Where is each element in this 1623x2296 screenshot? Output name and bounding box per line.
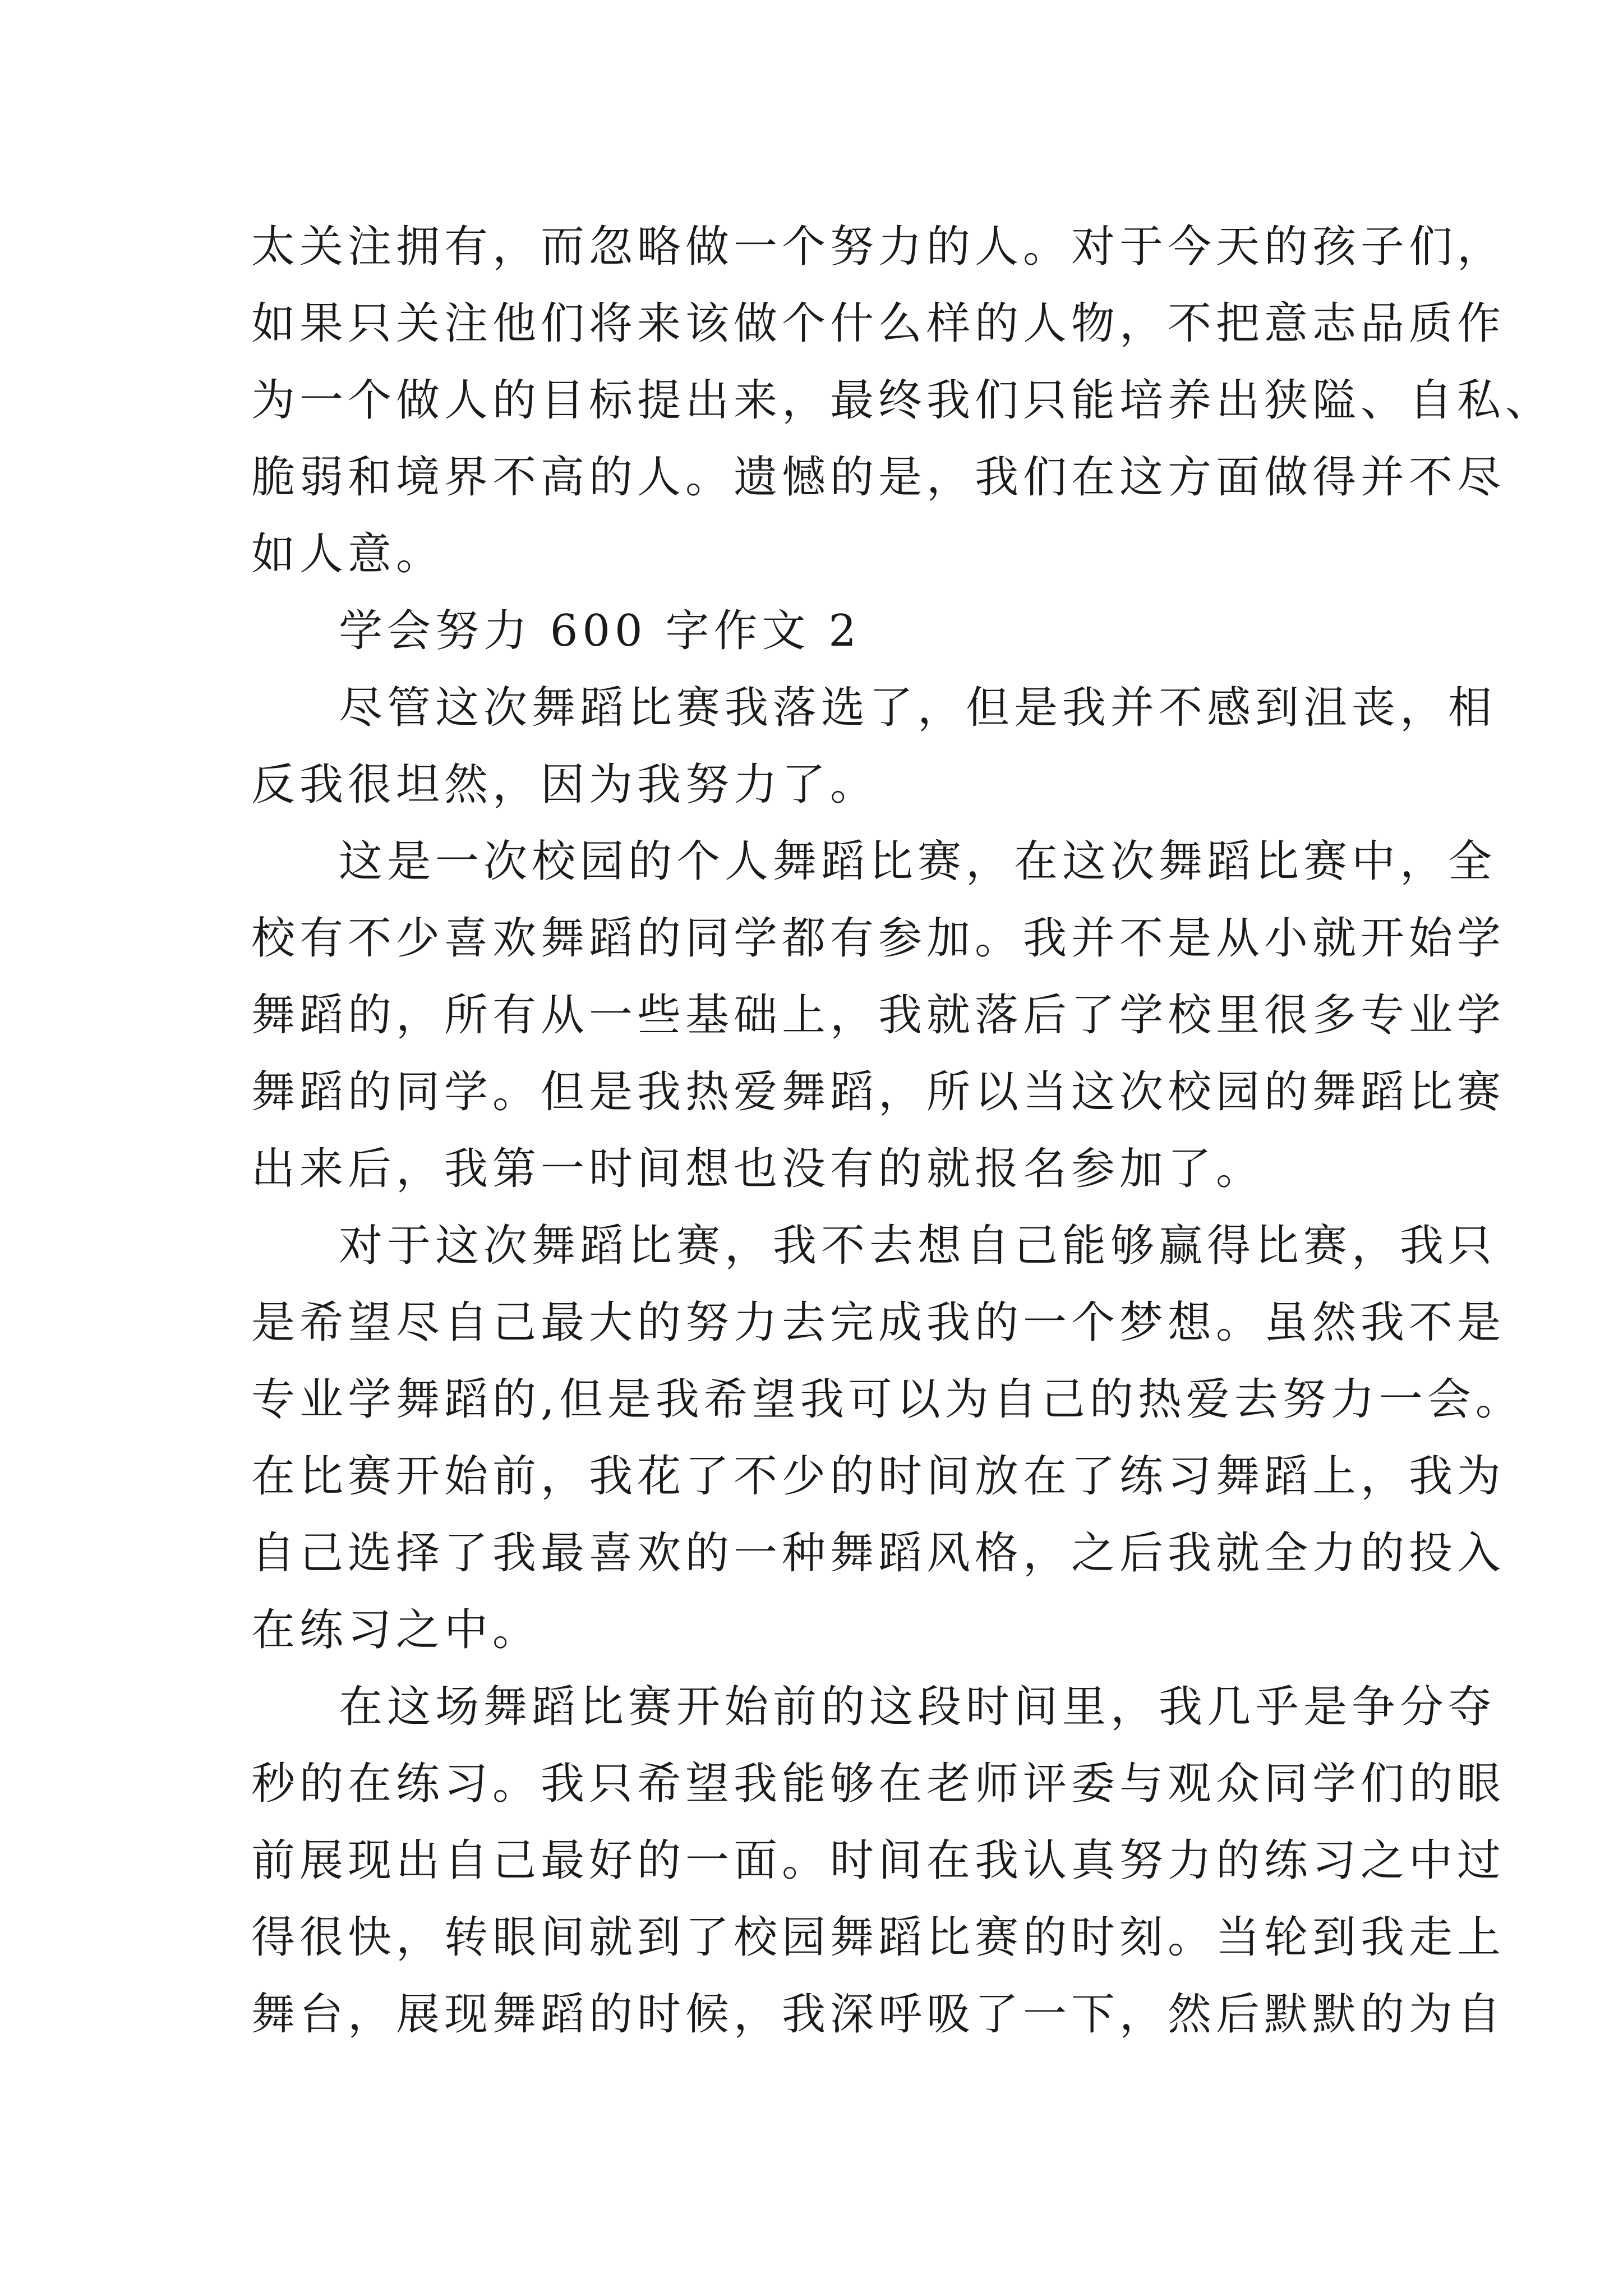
text-line: 自己选择了我最喜欢的一种舞蹈风格，之后我就全力的投入 [251,1528,1506,1579]
text-line: 对于这次舞蹈比赛，我不去想自己能够赢得比赛，我只 [339,1221,1497,1271]
text-line: 尽管这次舞蹈比赛我落选了，但是我并不感到沮丧，相 [339,683,1497,733]
text-line: 舞台，展现舞蹈的时候，我深呼吸了一下，然后默默的为自 [251,1989,1506,2040]
text-line: 在比赛开始前，我花了不少的时间放在了练习舞蹈上，我为 [251,1451,1506,1502]
text-line: 校有不少喜欢舞蹈的同学都有参加。我并不是从小就开始学 [251,913,1506,964]
text-line: 太关注拥有，而忽略做一个努力的人。对于今天的孩子们， [251,222,1506,272]
text-line: 在练习之中。 [251,1605,541,1655]
text-line: 在这场舞蹈比赛开始前的这段时间里，我几乎是争分夺 [339,1682,1497,1732]
text-line: 前展现出自己最好的一面。时间在我认真努力的练习之中过 [251,1835,1506,1886]
text-line: 如人意。 [251,529,445,579]
text-line: 为一个做人的目标提出来，最终我们只能培养出狭隘、自私、 [251,375,1554,426]
text-line: 是希望尽自己最大的努力去完成我的一个梦想。虽然我不是 [251,1297,1506,1348]
text-line: 专业学舞蹈的,但是我希望我可以为自己的热爱去努力一会。 [251,1374,1524,1425]
text-line: 这是一次校园的个人舞蹈比赛，在这次舞蹈比赛中，全 [339,836,1497,887]
text-line: 出来后，我第一时间想也没有的就报名参加了。 [251,1144,1265,1194]
text-line: 得很快，转眼间就到了校园舞蹈比赛的时刻。当轮到我走上 [251,1912,1506,1963]
text-line: 秒的在练习。我只希望我能够在老师评委与观众同学们的眼 [251,1759,1506,1809]
text-line: 脆弱和境界不高的人。遗憾的是，我们在这方面做得并不尽 [251,452,1506,503]
text-line: 舞蹈的，所有从一些基础上，我就落后了学校里很多专业学 [251,990,1506,1041]
text-line: 如果只关注他们将来该做个什么样的人物，不把意志品质作 [251,298,1506,349]
text-line: 舞蹈的同学。但是我热爱舞蹈，所以当这次校园的舞蹈比赛 [251,1067,1506,1117]
text-line: 反我很坦然，因为我努力了。 [251,760,879,810]
essay-body [251,209,1554,2053]
section-heading: 学会努力 600 字作文 2 [339,606,861,656]
